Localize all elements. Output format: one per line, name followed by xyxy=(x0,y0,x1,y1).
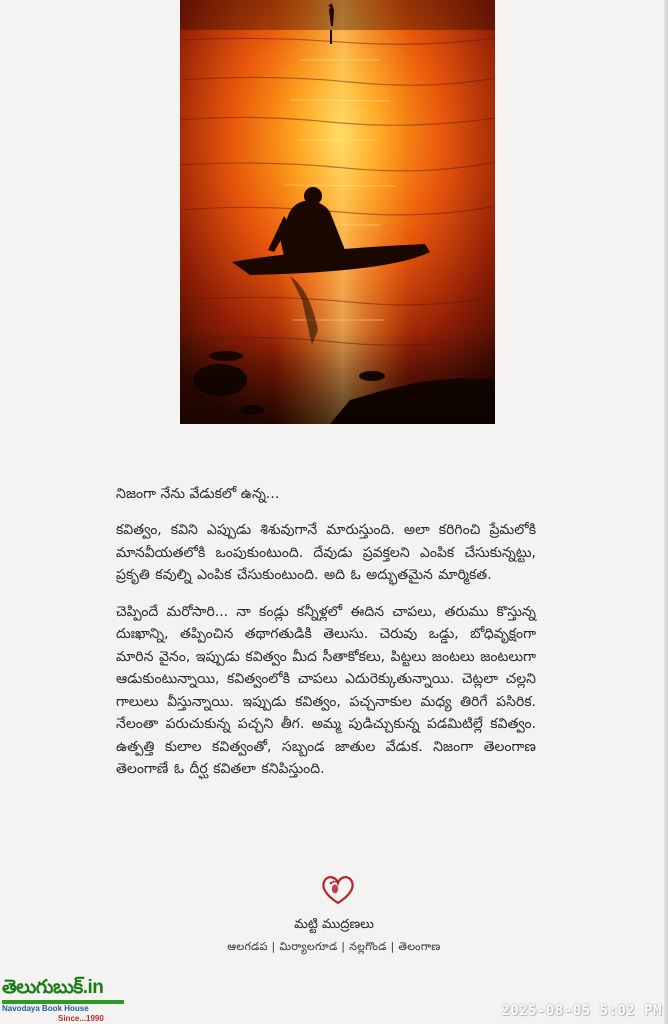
bookstore-watermark xyxy=(2,977,130,1023)
publisher-name: మట్టి ముద్రణలు xyxy=(294,917,374,932)
watermark-brand: తెలుగుబుక్.in xyxy=(2,977,104,998)
blurb-paragraph-2: చెప్పిందే మరోసారి... నా కండ్లు కన్నీళ్లలో ఈదిన చాపలు, తరుము కొస్తున్న దుఃఖాన్ని, తప్పించిన తథాగతుడికి తెలుసు. చెరువు ఒడ్డు, బోధివృక్షంగా మారిన వైనం, ఇప్పుడు కవిత్వం మీద సీతాకోకలు, పిట్టలు జంటలు జంటలుగా ఆడుకుంటున్నాయి, కవిత్వంలోకి చాపలు ఎదురెక్కుతున్నాయి. చెట్లలా చల్లని గాలులు వీస్తున్నాయి. ఇప్పుడు కవిత్వం, పచ్చనాకుల మధ్య తిరిగే పసిరిక. నేలంతా పరుచుకున్న పచ్చని తీగ. అమ్మ పుడిచ్చుకున్న పడమిటిల్లే కవిత్వం. ఉత్పత్తి కులాల కవిత్వంతో, సబ్బండ జాతుల వేడుక. నిజంగా తెలంగాణ తెలంగాణే ఓ దీర్ఘ కవితలా కనిపిస్తుంది. xyxy=(116,603,536,777)
photo-timestamp: 2025-08-05 5:02 PM xyxy=(501,1003,662,1019)
page-edge-shadow xyxy=(664,0,668,1024)
heart-footprint-logo-icon xyxy=(318,872,358,906)
publisher-locations: ఆలగడప | మిర్యాలగూడ | నల్లగొండ | తెలంగాణ xyxy=(227,940,441,953)
watermark-since: Since...1990 xyxy=(58,1014,104,1023)
blurb-lead-line: నిజంగా నేను వేడుకలో ఉన్న... xyxy=(116,486,280,502)
cover-photo xyxy=(180,0,495,424)
sunset-fisherman-photo-icon xyxy=(180,0,495,424)
watermark-subtitle: Navodaya Book House xyxy=(2,1004,89,1013)
blurb-paragraph-1: కవిత్వం, కవిని ఎప్పుడు శిశువుగానే మారుస్తుంది. అలా కరిగించి ప్రేమలోకి మానవీయతలోకి ఒంపుకుంటుంది. దేవుడు ప్రవక్తలని ఎంపిక చేసుకున్నట్టు, ప్రకృతి కవుల్ని ఎంపిక చేసుకుంటుంది. అది ఓ అద్భుతమైన మార్మికత. xyxy=(116,522,536,583)
back-cover-blurb xyxy=(116,483,536,795)
